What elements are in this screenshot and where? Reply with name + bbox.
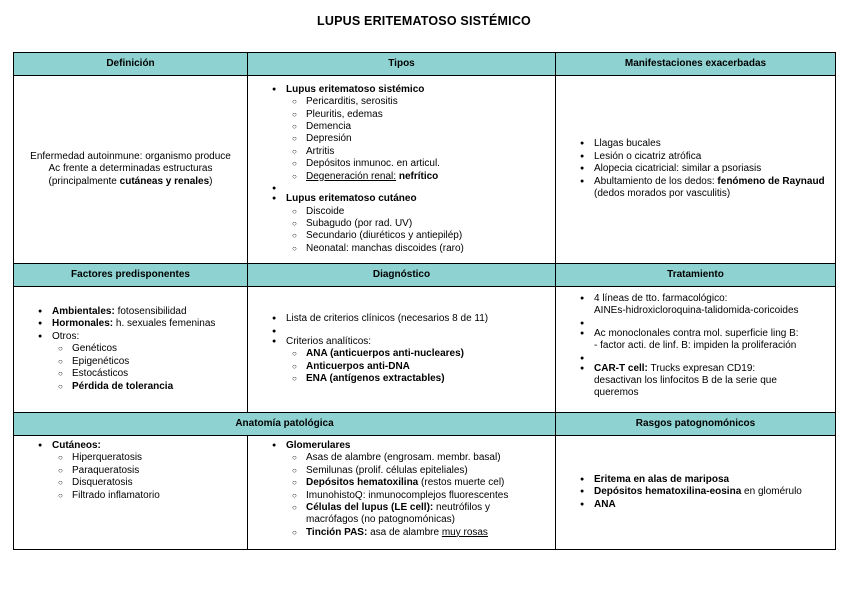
list-item: ● Eritema en alas de mariposa [556,474,835,486]
list-item: ○ Depósitos inmunoc. en articul. [248,158,555,170]
list-item: ● Lista de criterios clínicos (necesarios 8 de 11) [248,313,555,325]
tipo-sistemico: ● Lupus eritematoso sistémico ○ Pericarditis, serositis ○ Pleuritis, edemas ○ Demencia ○ Depresión ○ Artritis ○ Depósitos inmunoc. en articul. ○ Degeneración renal: nefrítico [248,84,555,183]
list-item: ○ Subagudo (por rad. UV) [248,218,555,230]
tipo-cutaneo: ● Lupus eritematoso cutáneo ○ Discoide ○ Subagudo (por rad. UV) ○ Secundario (diuréticos y antiepilép) ○ Neonatal: manchas discoides (raro) [248,193,555,255]
list-item: ● Otros: ○ Genéticos ○ Epigenéticos ○ Estocásticos ○ Pérdida de tolerancia [14,331,247,393]
list-item: ○ Pleuritis, edemas [248,109,555,121]
list-item: ○ Genéticos [14,343,247,355]
list-item: ○ Filtrado inflamatorio [14,490,247,502]
header-factores: Factores predisponentes [14,264,248,287]
list-item: ● Cutáneos: ○ Hiperqueratosis ○ Paraqueratosis ○ Disqueratosis ○ Filtrado inflamatorio [14,440,247,502]
list-item: ○ Semilunas (prolif. células epiteliales) [248,465,555,477]
header-anatomia: Anatomía patológica [14,413,556,436]
list-item: ○ ENA (antígenos extractables) [248,373,555,385]
list-item: ● Alopecia cicatricial: similar a psoriasis [556,163,835,175]
list-item: ○ ANA (anticuerpos anti-nucleares) [248,348,555,360]
list-item: ● Glomerulares ○ Asas de alambre (engrosam. membr. basal) ○ Semilunas (prolif. células epiteliales) ○ Depósitos hematoxilina (restos muerte cel) ○ ImunohistoQ: inmunocomplejos fluorescentes ○ Células del lupus (LE cell): neutrófilos y macrófagos (no patognomónicas) ○ Tinción PAS: asa de alambre muy rosas [248,440,555,539]
list-item: ○ Paraqueratosis [14,465,247,477]
list-item: ○ Tinción PAS: asa de alambre muy rosas [248,527,555,539]
list-item: ○ Pericarditis, serositis [248,96,555,108]
header-row-2 [14,264,836,287]
list-item: ● CAR-T cell: Trucks expresan CD19: desactivan los linfocitos B de la serie que queremos [556,363,835,400]
content-row-2 [14,287,836,413]
cell-diagnostico [248,287,556,413]
header-definicion: Definición [14,53,248,76]
list-item: ● Ac monoclonales contra mol. superficie ling B: - factor acti. de linf. B: impiden la proliferación [556,328,835,353]
list-item: ● Ambientales: fotosensibilidad [14,306,247,318]
list-item: ● Criterios analíticos: ○ ANA (anticuerpos anti-nucleares) ○ Anticuerpos anti-DNA ○ ENA (antígenos extractables) [248,336,555,386]
list-item: ● Hormonales: h. sexuales femeninas [14,318,247,330]
definicion-line-2: Ac frente a determinadas estructuras [48,163,213,175]
spacer [556,318,835,328]
cell-anatomia-cutaneos [14,436,248,550]
content-row-3 [14,436,836,550]
spacer [248,183,555,193]
list-item: ● Llagas bucales [556,138,835,150]
list-item: ● Depósitos hematoxilina-eosina en glomérulo [556,486,835,498]
cell-tipos [248,76,556,264]
header-tratamiento: Tratamiento [556,264,836,287]
cell-anatomia-glomerulares [248,436,556,550]
list-item-renal: ○ Degeneración renal: nefrítico [248,171,555,183]
header-row-1 [14,53,836,76]
list-item: ● Lesión o cicatriz atrófica [556,151,835,163]
spacer [556,353,835,363]
list-item: ○ Asas de alambre (engrosam. membr. basal) [248,452,555,464]
list-item: ○ Pérdida de tolerancia [14,381,247,393]
cell-manifestaciones [556,76,836,264]
header-row-3 [14,413,836,436]
header-tipos: Tipos [248,53,556,76]
list-item: ○ Hiperqueratosis [14,452,247,464]
cell-rasgos [556,436,836,550]
header-diagnostico: Diagnóstico [248,264,556,287]
list-item: ○ Artritis [248,146,555,158]
header-manifestaciones: Manifestaciones exacerbadas [556,53,836,76]
list-item: ○ Demencia [248,121,555,133]
page-title: LUPUS ERITEMATOSO SISTÉMICO [317,14,531,28]
header-rasgos: Rasgos patognomónicos [556,413,836,436]
list-item: ○ Depósitos hematoxilina (restos muerte cel) [248,477,555,489]
definicion-line-3: (principalmente cutáneas y renales) [48,175,213,187]
list-item: ○ Estocásticos [14,368,247,380]
list-item: ○ Secundario (diuréticos y antiepilép) [248,230,555,242]
list-item: ○ Neonatal: manchas discoides (raro) [248,243,555,255]
definicion-line-1: Enfermedad autoinmune: organismo produce [30,150,231,162]
list-item: ● 4 líneas de tto. farmacológico: AINEs-hidroxicloroquina-talidomida-coricoides [556,293,835,318]
list-item: ○ Anticuerpos anti-DNA [248,361,555,373]
list-item: ○ Epigenéticos [14,356,247,368]
list-item: ○ Células del lupus (LE cell): neutrófilos y macrófagos (no patognomónicas) [248,502,555,527]
spacer [248,326,555,336]
cell-definicion [14,76,248,264]
list-item: ○ ImunohistoQ: inmunocomplejos fluorescentes [248,490,555,502]
list-item: ● ANA [556,499,835,511]
list-item: ● Abultamiento de los dedos: fenómeno de Raynaud (dedos morados por vasculitis) [556,176,835,201]
cell-tratamiento [556,287,836,413]
list-item: ○ Depresión [248,133,555,145]
content-row-1 [14,76,836,264]
cell-factores [14,287,248,413]
list-item: ○ Disqueratosis [14,477,247,489]
summary-table [13,52,836,550]
list-item: ○ Discoide [248,206,555,218]
